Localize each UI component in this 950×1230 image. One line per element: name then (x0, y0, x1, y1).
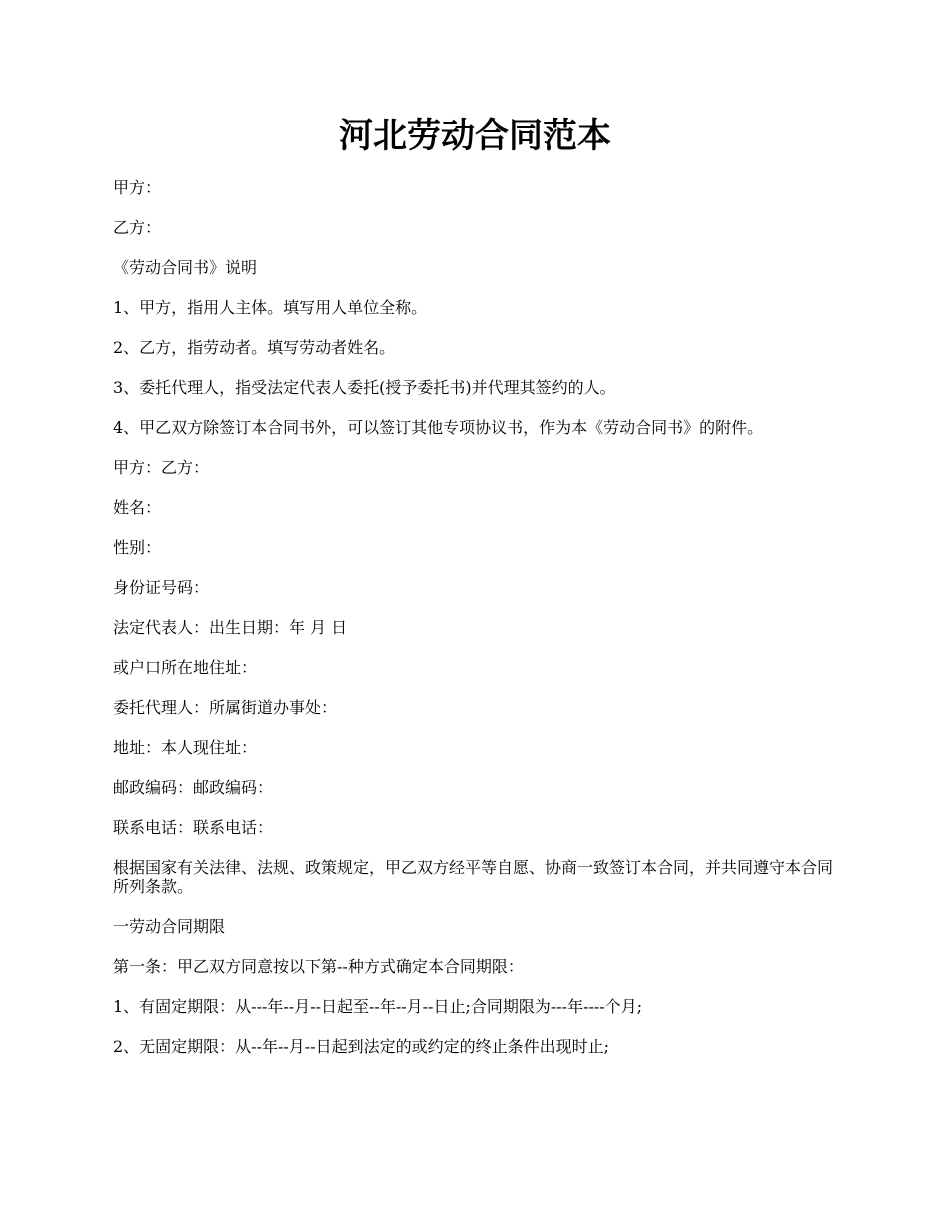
address-field: 地址：本人现住址： (113, 738, 258, 757)
preamble-paragraph: 根据国家有关法律、法规、政策规定，甲乙双方经平等自愿、协商一致签订本合同，并共同遵守本合同所列条款。 (113, 858, 834, 896)
agent-subdistrict-field: 委托代理人：所属街道办事处： (113, 698, 338, 717)
instruction-item-1: 1、甲方，指用人主体。填写用人单位全称。 (113, 298, 428, 317)
term-option-open-ended: 2、无固定期限：从--年--月--日起到法定的或约定的终止条件出现时止; (113, 1037, 610, 1056)
instruction-item-2: 2、乙方，指劳动者。填写劳动者姓名。 (113, 338, 396, 357)
name-field: 姓名： (113, 498, 162, 517)
contract-instructions-heading: 《劳动合同书》说明 (113, 258, 258, 277)
id-number-field: 身份证号码： (113, 578, 210, 597)
party-b-line: 乙方： (113, 218, 162, 237)
registered-address-field: 或户口所在地住址： (113, 658, 258, 677)
party-a-line: 甲方： (113, 178, 162, 197)
instruction-item-3: 3、委托代理人，指受法定代表人委托(授予委托书)并代理其签约的人。 (113, 378, 616, 397)
instruction-item-4: 4、甲乙双方除签订本合同书外，可以签订其他专项协议书，作为本《劳动合同书》的附件。 (113, 418, 764, 437)
legal-rep-birthdate-field: 法定代表人：出生日期：年 月 日 (113, 618, 348, 637)
postal-code-field: 邮政编码：邮政编码： (113, 778, 274, 797)
term-option-fixed: 1、有固定期限：从---年--月--日起至--年--月--日止;合同期限为---年----个月; (113, 997, 643, 1016)
document-body (113, 178, 840, 1077)
section-heading-term: 一劳动合同期限 (113, 917, 226, 936)
phone-field: 联系电话：联系电话： (113, 818, 274, 837)
article-1: 第一条：甲乙双方同意按以下第--种方式确定本合同期限： (113, 957, 524, 976)
parties-line: 甲方：乙方： (113, 458, 210, 477)
document-title: 河北劳动合同范本 (339, 116, 611, 156)
gender-field: 性别： (113, 538, 162, 557)
